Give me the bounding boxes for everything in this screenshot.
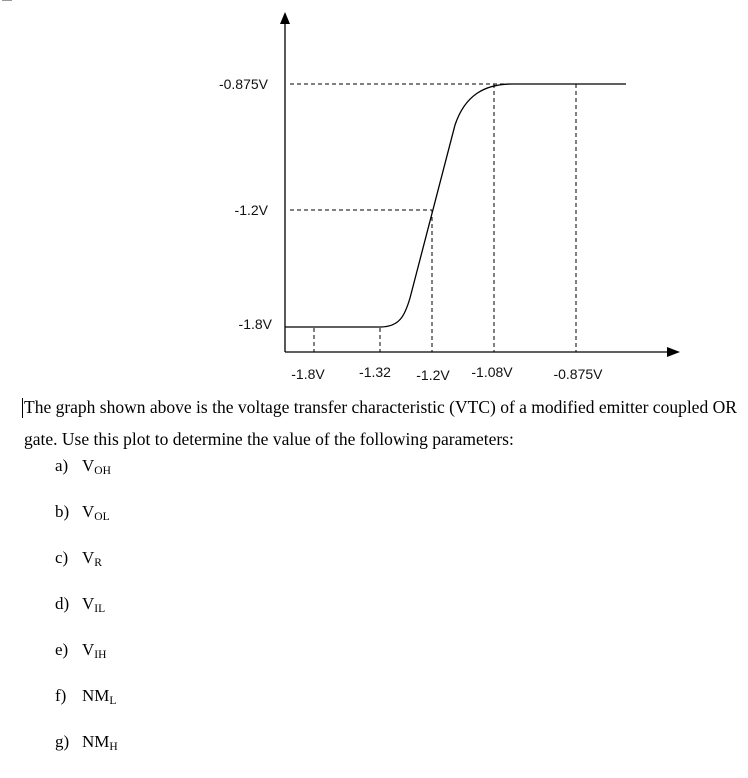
part-item (55, 456, 118, 479)
part-subscript: R (94, 557, 102, 569)
part-item (55, 548, 118, 571)
part-subscript: H (109, 741, 118, 753)
part-symbol: NM (82, 686, 110, 705)
part-symbol: V (82, 640, 95, 659)
parts-list (55, 456, 118, 778)
part-item (55, 640, 118, 663)
part-subscript: OH (94, 465, 111, 477)
part-subscript: IL (94, 603, 106, 615)
x-tick-label: -1.8V (291, 366, 325, 382)
x-tick-label: -1.08V (471, 364, 513, 380)
question-text (24, 391, 744, 455)
part-letter: b) (55, 502, 70, 521)
part-letter: e) (55, 640, 69, 659)
x-axis-arrow (667, 347, 680, 357)
part-letter: d) (55, 594, 70, 613)
part-letter: c) (55, 548, 69, 567)
part-letter: a) (55, 456, 69, 475)
part-symbol: V (82, 548, 95, 567)
x-tick-label: -1.32 (359, 364, 391, 380)
part-item (55, 732, 118, 755)
y-tick-label: -0.875V (218, 76, 268, 92)
text-cursor (22, 398, 23, 418)
y-axis-arrow (280, 12, 290, 24)
question-paragraph: The graph shown above is the voltage transfer characteristic (VTC) of a modified emitter coupled OR gate. Use this plot to determine the value of the following parameters: (24, 397, 737, 449)
part-letter: g) (55, 732, 70, 751)
part-symbol: V (82, 456, 95, 475)
y-tick-label: -1.8V (238, 316, 272, 332)
part-symbol: NM (82, 732, 110, 751)
part-item (55, 502, 118, 525)
x-tick-label: -1.2V (416, 367, 450, 383)
x-tick-label: -0.875V (553, 366, 603, 382)
part-subscript: L (109, 695, 117, 707)
part-item (55, 594, 118, 617)
part-subscript: OL (94, 511, 110, 523)
part-symbol: V (82, 502, 95, 521)
part-symbol: V (82, 594, 95, 613)
y-tick-label: -1.2V (234, 202, 268, 218)
part-item (55, 686, 118, 709)
vtc-curve (285, 84, 626, 327)
part-subscript: IH (94, 649, 107, 661)
part-letter: f) (55, 686, 67, 705)
